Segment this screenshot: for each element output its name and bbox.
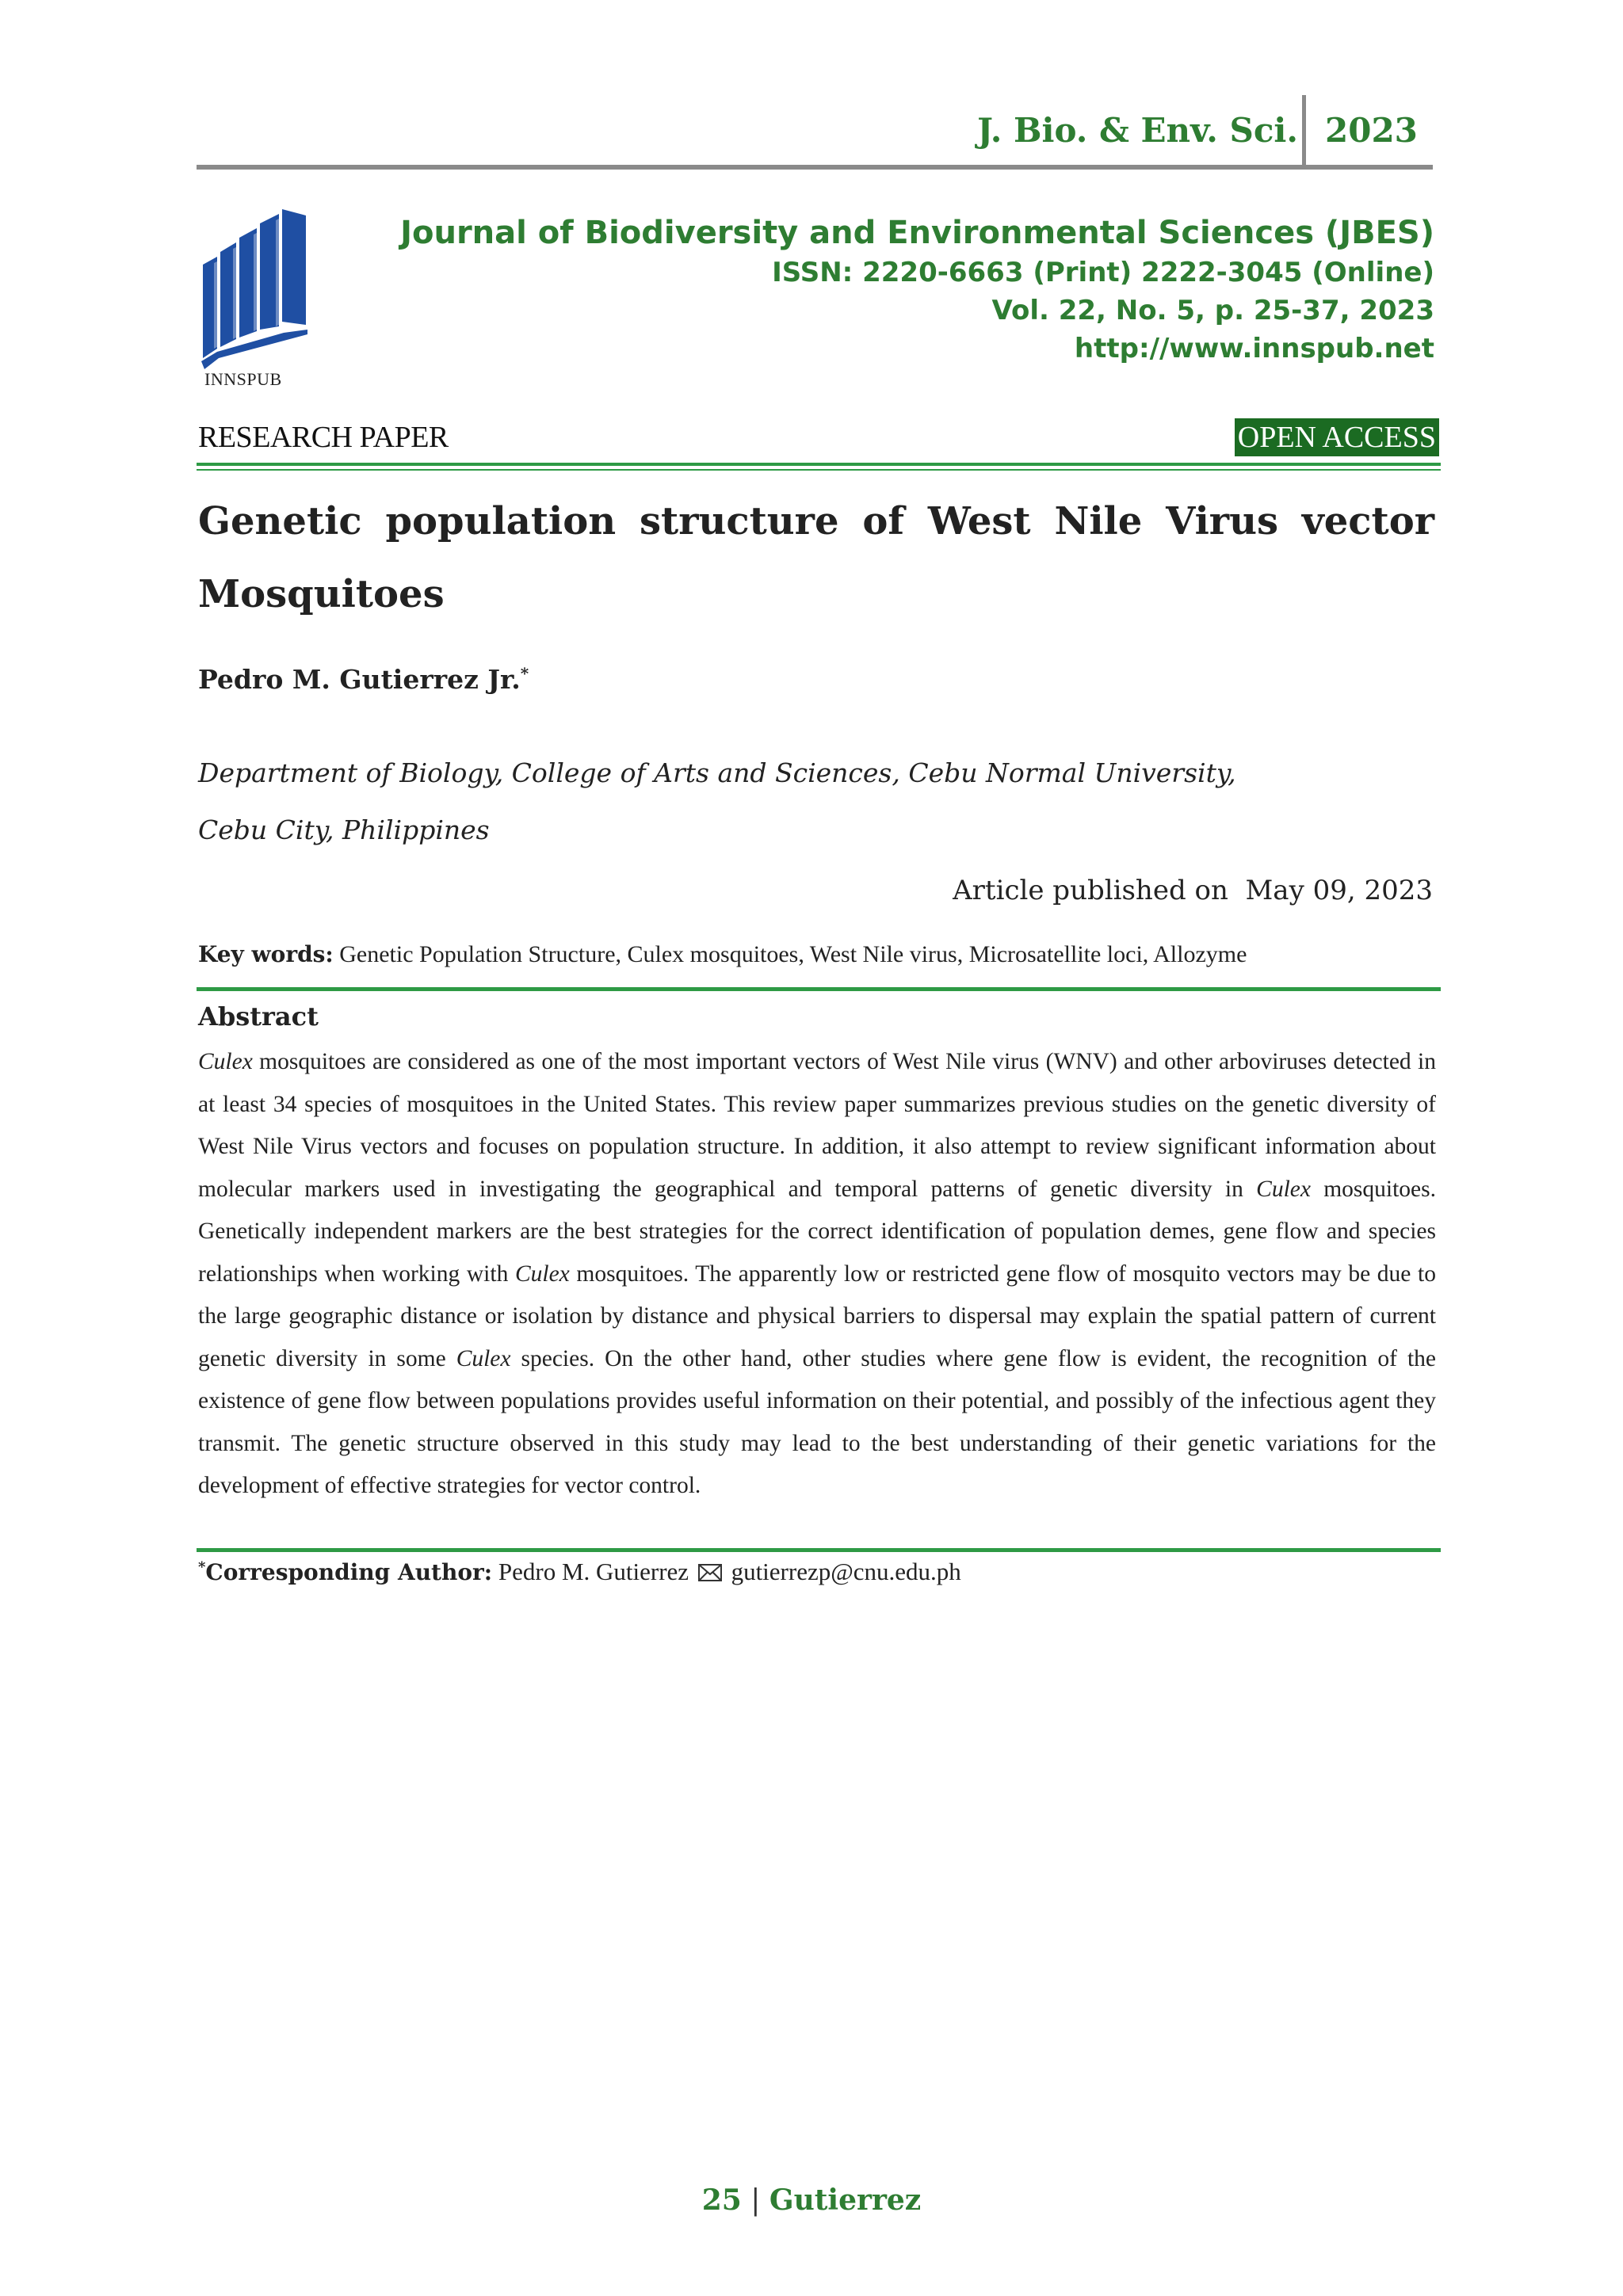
section-rule [197, 987, 1441, 991]
paper-title-line-2: Mosquitoes [198, 572, 445, 616]
footer-author: Gutierrez [769, 2183, 922, 2217]
journal-volume: Vol. 22, No. 5, p. 25-37, 2023 [991, 295, 1434, 326]
page-number: 25 [701, 2183, 742, 2217]
author-name [198, 664, 529, 695]
stacked-books-icon [197, 208, 323, 374]
open-access-badge: OPEN ACCESS [1235, 418, 1439, 456]
abstract-text-4: species. On the other hand, other studies where gene flow is evident, the recognition of the existence of gene flow between populations provides useful information on their potential, and possibly of the infectious agent they transmit. The genetic structure observed in this study may lead to the best understanding of their genetic variations for the development of effective strategies for vector control. [198, 1345, 1436, 1498]
abstract-italic-3: Culex [514, 1261, 570, 1287]
abstract-italic-4: Culex [456, 1345, 511, 1371]
journal-info [400, 212, 1434, 368]
affiliation-line-1: Department of Biology, College of Arts and Sciences, Cebu Normal University, [198, 757, 1236, 788]
author-name-text: Pedro M. Gutierrez Jr. [198, 664, 521, 695]
article-type: RESEARCH PAPER [198, 421, 449, 454]
paper-title-line-1: Genetic population structure of West Nile Virus vector [198, 499, 1434, 543]
journal-issn: ISSN: 2220-6663 (Print) 2222-3045 (Online) [772, 257, 1434, 288]
affiliation-line-2: Cebu City, Philippines [198, 814, 490, 845]
corresponding-author [198, 1558, 961, 1586]
abstract-text-1: mosquitoes are considered as one of the most important vectors of West Nile virus (WNV) and other arboviruses detected in at least 34 species of mosquitoes in the United States. This review paper summarizes previous studies on the genetic diversity of West Nile Virus vectors and focuses on population structure. In addition, it also attempt to review significant information about molecular markers used in investigating the geographical and temporal patterns of genetic diversity in [198, 1049, 1436, 1202]
footer-separator: | [741, 2184, 769, 2217]
envelope-icon [698, 1564, 722, 1581]
publisher-name: INNSPUB [204, 369, 282, 389]
affiliation [198, 745, 1236, 859]
abstract-text-2: mosquitoes. Genetically independent markers are the best strategies for the correct identification of population demes, gene flow and species relationships when working with [198, 1176, 1436, 1287]
paper-title [198, 485, 1434, 631]
corresponding-mark: * [198, 1558, 206, 1576]
running-header-year: 2023 [1325, 111, 1418, 150]
abstract-body [198, 1041, 1436, 1508]
page-footer [0, 2183, 1623, 2217]
abstract-italic-1: Culex [198, 1049, 253, 1074]
corresponding-label: Corresponding Author: [205, 1559, 493, 1585]
section-rule [197, 463, 1441, 466]
section-rule [197, 469, 1441, 471]
journal-name: Journal of Biodiversity and Environmental Sciences (JBES) [400, 215, 1434, 251]
journal-url[interactable]: http://www.innspub.net [1074, 333, 1434, 364]
abstract-text-3: mosquitoes. The apparently low or restricted gene flow of mosquito vectors may be due to the large geographic distance or isolation by distance and physical barriers to dispersal may explain the spatial pattern of current genetic diversity in some [198, 1261, 1436, 1371]
publication-date: Article published on May 09, 2023 [953, 875, 1433, 906]
keywords [198, 941, 1247, 968]
abstract-heading: Abstract [198, 1001, 319, 1032]
innspub-logo [197, 208, 323, 390]
abstract-italic-2: Culex [1256, 1176, 1311, 1202]
running-header-rule [197, 165, 1433, 170]
running-header-divider [1302, 95, 1306, 168]
running-header-journal: J. Bio. & Env. Sci. [977, 111, 1298, 150]
corresponding-email[interactable]: gutierrezp@cnu.edu.ph [724, 1558, 961, 1585]
section-rule [197, 1548, 1441, 1552]
keywords-text: Genetic Population Structure, Culex mosquitoes, West Nile virus, Microsatellite loci, Allozyme [339, 941, 1247, 967]
author-mark: * [520, 664, 529, 683]
corresponding-name: Pedro M. Gutierrez [492, 1558, 695, 1585]
keywords-label: Key words: [198, 941, 334, 967]
